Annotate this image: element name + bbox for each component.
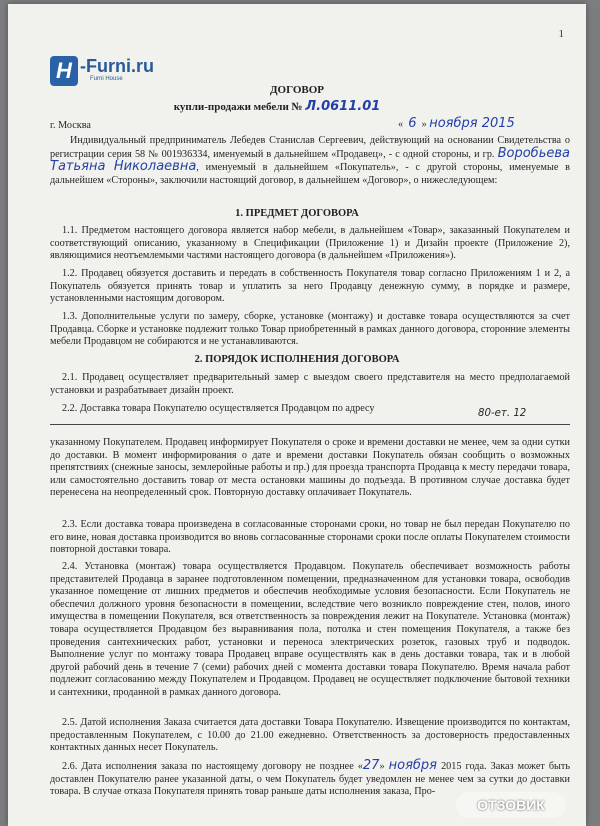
- clause-2-5: 2.5. Датой исполнения Заказа считается дата доставки Товара Покупателю. Извещение производится по контактам, предоставленным Покупателем, с 10.00 до 21.00 ежедневно. Ответственность за достоверность предоставленных контактных данных несет Покупатель.: [50, 717, 570, 754]
- date-month-year-handwritten: ноября 2015: [429, 116, 515, 131]
- clause-1-1: 1.1. Предметом настоящего договора является набор мебели, в дальнейшем «Товар», заказанный Покупателем и соответствующий описанию, указанному в Спецификации (Приложение 1) и Дизайн проекте (Приложение 2), являющимися неотъемлемыми частями настоящего договора (в дальнейшем «Приложения»).: [50, 225, 570, 262]
- address-line: [50, 424, 570, 425]
- clause-2-6-text-1: 2.6. Дата исполнения заказа по настоящему договору не позднее «: [62, 761, 363, 772]
- section-2-title: 2. ПОРЯДОК ИСПОЛНЕНИЯ ДОГОВОРА: [194, 354, 400, 365]
- buyer-name-handwritten: Воробьева Татьяна Николаевна: [50, 145, 570, 175]
- document-title: ДОГОВОР: [269, 84, 325, 96]
- clause-1-2: 1.2. Продавец обязуется доставить и передать в собственность Покупателя товар согласно Приложениям 1 и 2, а Покупатель обязуется принять товар и уплатить за него Продавцу денежную сумму, в порядке и размере, установленными настоящим договором.: [50, 268, 570, 305]
- delivery-month-handwritten: ноября: [388, 758, 437, 773]
- document-subtitle: [8, 99, 586, 114]
- logo-house-icon: H: [50, 56, 78, 86]
- watermark-logo: ОТЗОВИК: [456, 792, 566, 818]
- logo-subtitle: Furni House: [90, 76, 123, 82]
- clause-2-6-text-2: »: [379, 761, 385, 772]
- clause-2-1: 2.1. Продавец осуществляет предварительный замер с выездом своего представителя на место предполагаемой установки и разрабатывает дизайн проект.: [50, 372, 570, 396]
- contract-number-handwritten: Л.0611.01: [305, 99, 381, 114]
- date-day-handwritten: 6: [408, 116, 417, 131]
- clause-2-4: 2.4. Установка (монтаж) товара осуществляется Продавцом. Покупатель обеспечивает возможность работы представителей Продавца в заранее подготовленном помещении, предназначенном для установки товара, освободив указанное помещение от лишних предметов и обеспечив необходимые условия безопасности. Если Покупатель не обеспечил должного уровня безопасности в помещении, вследствие чего возникло повреждение стен, полов, иного имущества в помещении Покупателя, вся ответственность за повреждения лежит на Покупателе. Установка (монтаж) товара осуществляется Продавцом без выравнивания пола, потолка и стен помещения Покупателя, а также без проведения сантехнических работ, установки и переноса электрических розеток, газовых труб и подводок. Выполнение услуг по монтажу товара Продавец вправе осуществлять как в день доставки товара, так и в любой другой рабочий день в течение 7 (семи) рабочих дней с момента доставки товара Покупателю. Время начала работ подлежит согласованию между Покупателем и Продавцом. Продавец не осуществляет подключение бытовой техники и сантехники, проданной в рамках данного договора.: [50, 561, 570, 698]
- clause-2-2-text: 2.2. Доставка товара Покупателю осуществляется Продавцом по адресу: [62, 403, 375, 414]
- delivery-day-handwritten: 27: [362, 758, 380, 773]
- intro-text-3: дальнейшем «Покупатель», - с другой стороны, именуемые в дальнейшем «Стороны», заключили настоящий договор, в дальнейшем «Договор», о нижеследующем:: [50, 162, 570, 186]
- intro-text-2: , именуемый в: [196, 162, 268, 174]
- clause-1-3: 1.3. Дополнительные услуги по замеру, сборке, установке (монтажу) и доставке товара осуществляются за счет Продавца. Сборке и установке подлежит только Товар приобретенный в рамках данного договора, сторонние элементы мебели Продавцом не собираются и не устанавливаются.: [50, 311, 570, 348]
- contract-page: [8, 4, 586, 826]
- subtitle-text: купли-продажи мебели №: [173, 101, 303, 113]
- clause-2-3: 2.3. Если доставка товара произведена в согласованные сторонами сроки, но товар не был передан Покупателю по его вине, новая доставка производится во вновь согласованные сторонами сроки после оплаты Покупателем стоимости повторной доставки товара.: [50, 519, 570, 556]
- clause-2-2-rest: указанному Покупателем. Продавец информирует Покупателя о сроке и времени доставки не менее, чем за одни сутки до доставки. В момент информирования о дате и времени доставки Покупатель обязан сообщить о возможных препятствиях (снежные заносы, землеройные работы и пр.) для проезда транспорта Продавца к месту передачи товара, или самостоятельно доставить товар от места остановки машины до подъезда. В противном случае доставка будет перенесена на неопределенный срок. Повторную доставку оплачивает Покупатель.: [50, 437, 570, 499]
- clause-2-6-text-3: 2015 года. Заказ может быть доставлен Покупателю ранее указанной даты, о чем Покупатель будет уведомлен не менее чем за сутки до доставки товара. В случае отказа Покупателя принять товар раньше даты исполнения заказа, Про-: [50, 761, 570, 798]
- intro-text-1: Индивидуальный предприниматель Лебедев Станислав Сергеевич, действующий на основании Свидетельства о регистрации серия 58 № 001936334, именуемый в дальнейшем «Продавец», - с одной стороны, и гр.: [50, 135, 570, 160]
- contract-date: « 6 » ноября 2015: [398, 116, 515, 131]
- page-number: 1: [558, 28, 564, 40]
- section-1-title: 1. ПРЕДМЕТ ДОГОВОРА: [235, 208, 359, 219]
- city: г. Москва: [50, 120, 91, 131]
- company-logo: [50, 56, 154, 86]
- address-handwritten: 80-ет. 12: [478, 408, 527, 419]
- intro-paragraph: [50, 135, 570, 187]
- logo-name: -Furni.ru: [80, 56, 154, 76]
